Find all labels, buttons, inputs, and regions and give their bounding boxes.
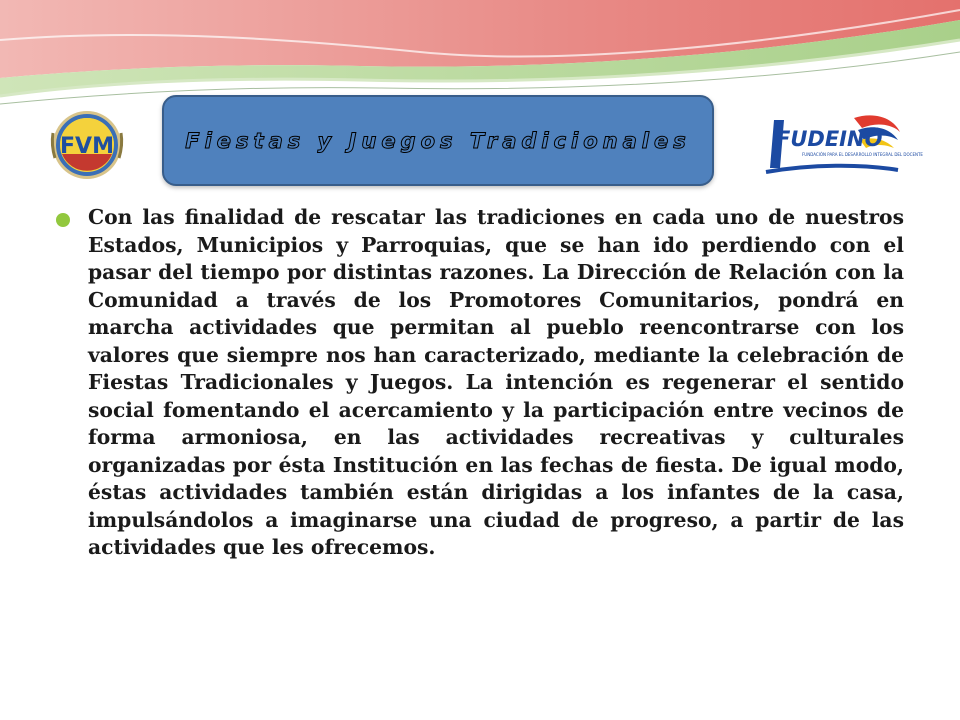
slide-title: Fiestas y Juegos Tradicionales bbox=[185, 128, 691, 153]
bullet-icon bbox=[56, 213, 70, 227]
fudeino-logo-subtext: FUNDACIÓN PARA EL DESARROLLO INTEGRAL DEL DOCENTE bbox=[802, 152, 923, 157]
fudeino-logo-icon bbox=[762, 110, 923, 180]
fvm-emblem-icon bbox=[50, 108, 124, 182]
fvm-logo-text: FVM bbox=[60, 134, 114, 159]
title-banner bbox=[162, 95, 714, 186]
body-paragraph: Con las finalidad de rescatar las tradiciones en cada uno de nuestros Estados, Municipios y Parroquias, que se han ido perdiendo con el pasar del tiempo por distintas razones. La Dirección de Relación con la Comunidad a través de los Promotores Comunitarios, pondrá en marcha actividades que permitan al pueblo reencontrarse con los valores que siempre nos han caracterizado, mediante la celebración de Fiestas Tradicionales y Juegos. La intención es regenerar el sentido social fomentando el acercamiento y la participación entre vecinos de forma armoniosa, en las actividades recreativas y culturales organizadas por ésta Institución en las fechas de fiesta. De igual modo, éstas actividades también están dirigidas a los infantes de la casa, impulsándolos a imaginarse una ciudad de progreso, a partir de las actividades que les ofrecemos. bbox=[88, 205, 904, 559]
fudeino-logo-text: FUDEINO bbox=[776, 127, 883, 151]
